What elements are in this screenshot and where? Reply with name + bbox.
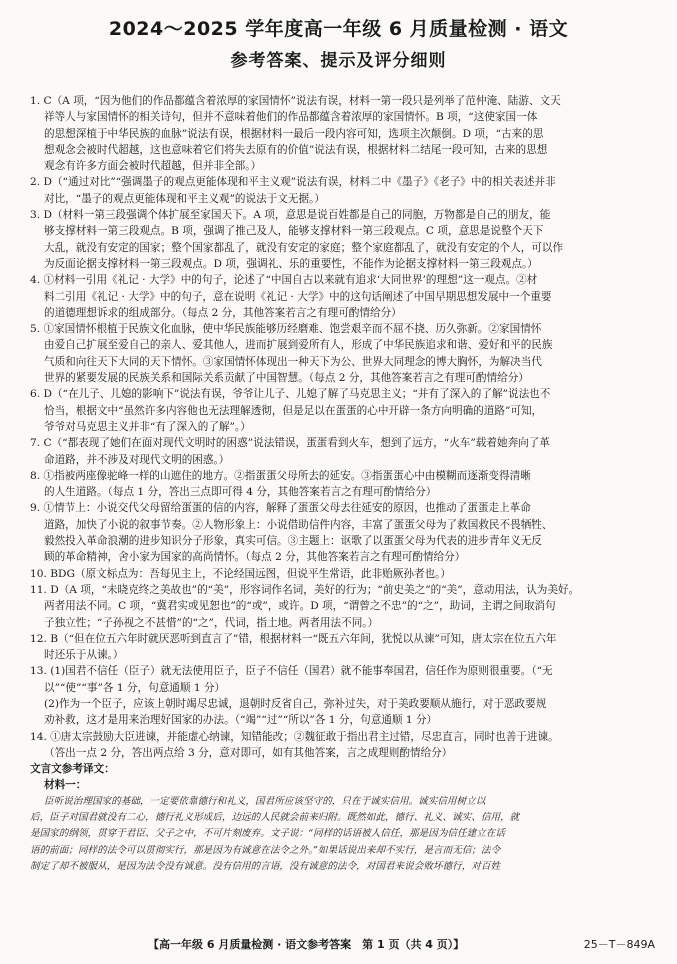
answer-line: 够支撑材料一第三段观点。B 项，强调了推己及人，能够支撑材料一第三段观点。C 项，意思是说整个天下 [44, 225, 544, 238]
translation-line: 制定了却不被服从，是因为法令没有诚意。没有信用的言语，没有诚意的法令，对国君来说会败坏德行，对百姓 [30, 860, 501, 872]
answer-item [30, 386, 660, 435]
answer-line: 时还乐于从谏。） [44, 649, 124, 662]
answer-line: 世界的紧要发展的民族关系和国际关系贡献了中国智慧。（每点 2 分，其他答案若言之有理可酌情给分） [44, 372, 529, 385]
answer-item [30, 663, 660, 728]
answer-line: 对比，“墨子的观点更能体现和平主义观”的说法于文无据。） [44, 192, 325, 205]
answer-line: 6. D（“在儿子、儿媳的影响下”说法有误，爷爷让儿子、儿媳了解了马克思主义；“并有了深入的了解”说法也不 [30, 388, 551, 401]
answer-line: 的思想深植于中华民族的血脉”说法有误，根据材料一最后一段内容可知，选项主次颠倒。D 项，“古来的思 [44, 127, 544, 140]
answer-line: 子独立性；“子孙视之不甚惜”的“之”，代词，指土地。两者用法不同。） [44, 616, 379, 629]
translation-line: 后，臣子对国君就没有二心，德行礼义形成后，边远的人民就会前来归附。既然如此，德行、礼义、诚实、信用，就 [30, 812, 520, 824]
footer-page-info: 【高一年级 6 月质量检测 · 语文参考答案 第 1 页（共 4 页）】 [148, 938, 465, 951]
page-subtitle: 参考答案、提示及评分细则 [230, 51, 447, 71]
answer-line: 大乱，就没有安定的国家；整个国家都乱了，就没有安定的家庭；整个家庭都乱了，就没有安定的个人，可以作 [44, 241, 564, 254]
answer-item [30, 566, 660, 582]
answer-item [30, 631, 660, 664]
answer-item [30, 729, 660, 762]
answer-line: 5. ①家国情怀根植于民族文化血脉，使中华民族能够历经磨难、饱尝艰辛而不屈不挠、历久弥新。②家国情怀 [30, 323, 542, 336]
translation-line: 是国家的纲领，贯穿于君臣、父子之中，不可片刻废弃。文子说：“同样的话语被人信任，那是因为信任建立在话 [30, 828, 505, 840]
material-one-label: 材料一： [44, 779, 87, 792]
answer-list [30, 93, 660, 761]
answer-line: 的道德理想诉求的组成部分。（每点 2 分，其他答案若言之有理可酌情给分） [44, 306, 402, 319]
answer-line: 气质和向往天下大同的天下情怀。③家国情怀体现出一种天下为公、世界大同理念的博大胸怀，为解决当代 [44, 355, 542, 368]
answer-line: (2)作为一个臣子，应该上朝时竭尽忠诚，退朝时反省自己，弥补过失，对于美政要顺从施行，对于恶政要规 [44, 697, 547, 710]
answer-line: 7. C（“都表现了她们在面对现代文明时的困惑”说法错误，蛋蛋看到火车，想到了远方，“火车”载着她奔向了革 [30, 437, 550, 450]
answer-line: 想观念会被时代超越，这也意味着它们将失去原有的价值”说法有误，根据材料二结尾一段可知，古来的思想 [44, 143, 548, 156]
answer-item [30, 174, 660, 207]
translation-line: 语的前面；同样的法令可以贯彻实行，那是因为有诚意在法令之外。”如果话说出来却不实行，是言而无信；法令 [30, 844, 501, 856]
answer-line: 11. D（A 项，“未晓克终之美故也”的“美”，形容词作名词，美好的行为；“前史美之”的“美”，意动用法，认为美好。 [30, 583, 580, 596]
answer-line: 劝补救，这才是用来治理好国家的办法。（“竭”“过”“所以”各 1 分，句意通顺 1 分） [44, 714, 438, 727]
answer-line: 9. ①情节上：小说交代父母留给蛋蛋的信的内容，解释了蛋蛋父母去往延安的原因，也推动了蛋蛋走上革命 [30, 502, 531, 515]
answer-body [30, 93, 660, 875]
answer-line: 8. ①指被两座像驼峰一样的山遮住的地方。②指蛋蛋父母所去的延安。③指蛋蛋心中由模糊而逐渐变得清晰 [30, 469, 531, 482]
answer-line: 由爱自己扩展至爱自己的亲人、爱其他人，进而扩展到爱所有人，形成了中华民族追求和谐、爱好和平的民族 [44, 339, 553, 352]
answer-line: 的人生道路。（每点 1 分，答出三点即可得 4 分，其他答案若言之有理可酌情给分） [44, 486, 437, 499]
answer-line: 祥等人与家国情怀的相关诗句，但并不意味着他们的作品都蕴含着浓厚的家国情怀。B 项，“这使家国一体 [44, 111, 538, 124]
answer-line: 12. B（“但在位五六年时就厌恶听到直言了”错，根据材料一“既五六年间，犹悦以从谏”可知，唐太宗在位五六年 [30, 632, 557, 645]
answer-item [30, 272, 660, 321]
answer-line: 为反面论据支撑材料一第三段观点。D 项，强调礼、乐的重要性，不能作为论据支撑材料一第三段观点。） [44, 257, 538, 270]
page-footer [0, 936, 677, 954]
answer-item [30, 93, 660, 174]
translation-heading: 文言文参考译文： [30, 763, 115, 776]
answer-line: 观念有许多方面会被时代超越，但并非全部。） [44, 160, 262, 173]
page-title: 2024～2025 学年度高一年级 6 月质量检测 · 语文 [108, 18, 569, 40]
answer-line: 2. D（“通过对比”“强调墨子的观点更能体现和平主义观”说法有误，材料二中《墨子》《老子》中的相关表述并非 [30, 176, 556, 189]
answer-line: 爷爷对马克思主义并非“有了深入的了解”。） [44, 420, 251, 433]
answer-line: 3. D（材料一第三段强调个体扩展至家国天下。A 项，意思是说百姓都是自己的同胞，万物都是自己的朋友，能 [30, 209, 551, 222]
answer-item [30, 207, 660, 272]
answer-line: 以”“使”“事”各 1 分，句意通顺 1 分） [44, 681, 226, 694]
answer-line: 13. (1)国君不信任（臣子）就无法使用臣子，臣子不信任（国君）就不能事奉国君，信任作为原则很重要。（“无 [30, 665, 553, 678]
answer-item [30, 500, 660, 565]
answer-line: 毅然投入革命浪潮的进步知识分子形象，真实可信。③主题上：讴歌了以蛋蛋父母为代表的进步青年义无反 [44, 535, 542, 548]
answer-line: 恰当，根据文中“虽然许多内容他也无法理解透彻，但是足以在蛋蛋的心中开辟一条方向明确的道路”可知， [44, 404, 543, 417]
answer-line: 命道路，并不涉及对现代文明的困惑。） [44, 453, 230, 466]
answer-line: 道路，加快了小说的叙事节奏。②人物形象上：小说借助信件内容，丰富了蛋蛋父母为了救国救民不畏牺牲、 [44, 518, 553, 531]
answer-line: 两者用法不同。C 项，“冀君实或见恕也”的“或”，或许。D 项，“谓曾之不忠”的“之”，助词，主谓之间取消句 [44, 600, 556, 613]
answer-item [30, 582, 660, 631]
answer-line: 料二引用《礼记 · 大学》中的句子，意在说明《礼记 · 大学》中的这句话阐述了中国早期思想发展中一个重要 [44, 290, 552, 303]
footer-code: 25－T－849A [583, 938, 655, 951]
answer-line: （答出一点 2 分，答出两点给 3 分，意对即可，如有其他答案，言之成理则酌情给分） [44, 746, 453, 759]
answer-line: 4. ①材料一引用《礼记 · 大学》中的句子，论述了“中国自古以来就有追求‘大同世界’的理想”这一观点。②材 [30, 274, 538, 287]
answer-line: 顾的革命精神，舍小家为国家的高尚情怀。（每点 2 分，其他答案若言之有理可酌情给分） [44, 551, 466, 564]
answer-item [30, 435, 660, 468]
answer-item [30, 321, 660, 386]
answer-line: 1. C（A 项，“因为他们的作品都蕴含着浓厚的家国情怀”说法有误，材料一第一段只是列举了范仲淹、陆游、文天 [30, 95, 561, 107]
answer-item [30, 468, 660, 501]
answer-line: 14. ①唐太宗鼓励大臣进谏，并能虚心纳谏，知错能改；②魏征敢于指出君主过错，尽忠直言，同时也善于进谏。 [30, 730, 559, 743]
answer-line: 10. BDG（原文标点为：吾每见主上，不论经国远图，但说平生常语，此非贻厥孙者也。） [30, 567, 452, 580]
translation-line: 臣听说治理国家的基础，一定要依靠德行和礼义，国君所应该坚守的，只在于诚实信用。诚实信用树立以 [44, 795, 486, 807]
translation-text [30, 794, 660, 875]
